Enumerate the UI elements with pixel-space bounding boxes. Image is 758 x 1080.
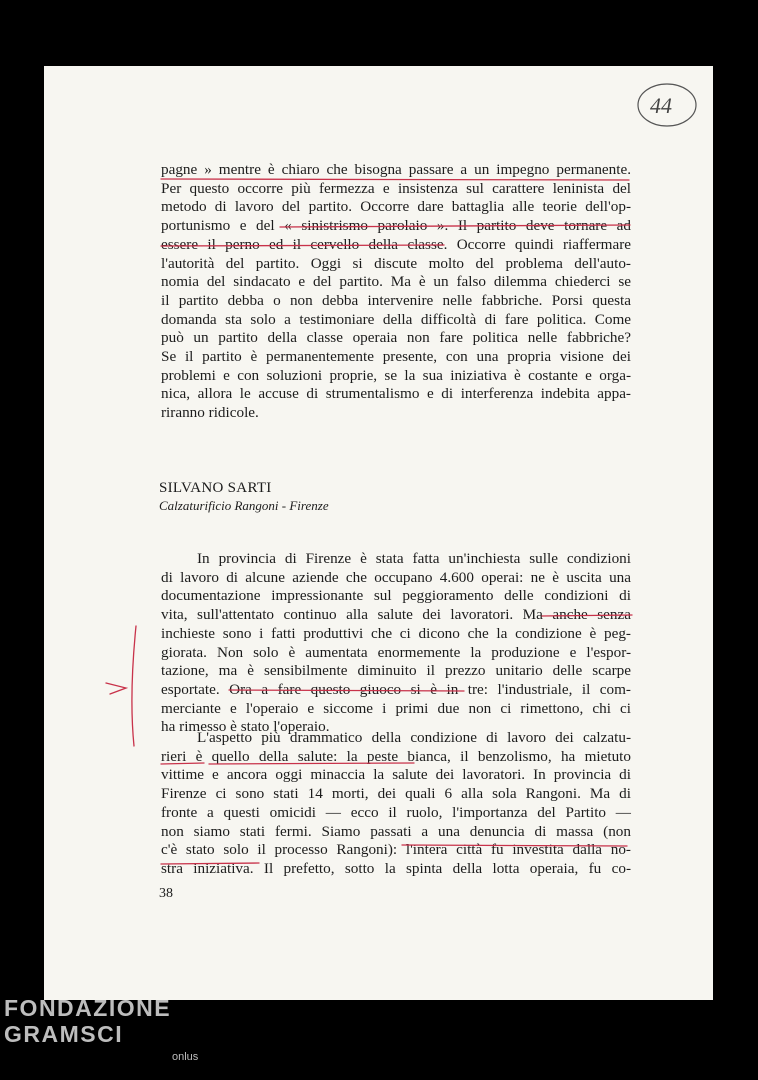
- text-line: documentazione impressionante sul peggioramento delle condizioni di: [161, 587, 631, 605]
- svg-text:44: 44: [650, 93, 672, 118]
- text-line: portunismo e del « sinistrismo parolaio ». Il partito deve tornare ad: [161, 217, 631, 235]
- speaker-name: SILVANO SARTI: [159, 480, 272, 496]
- text-line: ha rimesso è stato l'operaio.: [161, 718, 330, 736]
- fondazione-gramsci-watermark: [4, 995, 199, 1063]
- text-line: nica, allora le accuse di strumentalismo e di interferenza indebita appa-: [161, 385, 631, 403]
- text-line: stra iniziativa. Il prefetto, sotto la spinta della lotta operaia, fu co-: [161, 859, 631, 877]
- text-line: Se il partito è permanentemente presente, con una propria visione dei: [161, 348, 631, 366]
- text-line: vittime e ancora oggi minaccia la salute dei lavoratori. In provincia di: [161, 766, 631, 784]
- margin-bracket: [132, 626, 136, 746]
- paragraph-3: [161, 729, 631, 879]
- text-line: l'autorità del partito. Oggi si discute molto del problema dell'auto-: [161, 254, 631, 272]
- paragraph-2: [161, 550, 631, 737]
- watermark-line-1: FONDAZIONE: [4, 995, 172, 1021]
- text-line: vita, sull'attentato continuo alla salute dei lavoratori. Ma anche senza: [161, 606, 631, 624]
- text-line: Per questo occorre più fermezza e insistenza sul carattere leninista del: [161, 179, 631, 197]
- text-line: fronte a questi omicidi — ecco il ruolo, l'importanza del Partito —: [161, 803, 631, 821]
- page-number: 38: [159, 886, 173, 901]
- text-line: pagne » mentre è chiaro che bisogna passare a un impegno permanente.: [161, 161, 631, 178]
- text-line: inchieste sono i fatti produttivi che ci dicono che la condizione è peg-: [161, 624, 631, 642]
- text-line: esportate. Ora a fare questo giuoco si è in tre: l'industriale, il com-: [161, 680, 631, 698]
- handwritten-page-number: [636, 82, 698, 128]
- paragraph-1: [161, 161, 631, 423]
- text-line: tazione, ma è sensibilmente diminuito il prezzo unitario delle scarpe: [161, 662, 631, 680]
- text-line: non siamo stati fermi. Siamo passati a una denuncia di massa (non: [161, 822, 631, 840]
- text-line: In provincia di Firenze è stata fatta un'inchiesta sulle condizioni: [197, 550, 631, 567]
- text-line: domanda sta solo a testimoniare della difficoltà di fare politica. Come: [161, 310, 631, 328]
- speaker-affiliation: Calzaturificio Rangoni - Firenze: [159, 498, 329, 513]
- text-line: rieri è quello della salute: la peste bianca, il benzolismo, ha mietuto: [161, 747, 631, 765]
- text-line: Firenze ci sono stati 14 morti, dei quali 6 alla sola Rangoni. Ma di: [161, 785, 631, 803]
- text-line: c'è stato solo il processo Rangoni): l'intera città fu investita dalla no-: [161, 841, 631, 859]
- text-line: può un partito della classe operaia non fare politica nelle fabbriche?: [161, 329, 631, 347]
- text-line: riranno ridicole.: [161, 404, 259, 422]
- text-line: di lavoro di alcune aziende che occupano 4.600 operai: ne è uscita una: [161, 568, 631, 586]
- text-line: merciante e l'operaio e siccome i primi due non ci rimettono, chi ci: [161, 699, 631, 717]
- text-line: problemi e con soluzioni proprie, se la sua iniziativa è costante e orga-: [161, 366, 631, 384]
- text-line: giorata. Non solo è aumentata enormemente la produzione e l'espor-: [161, 643, 631, 661]
- text-line: metodo di lavoro del partito. Occorre dare battaglia alle teorie dell'op-: [161, 198, 631, 216]
- watermark-line-2: GRAMSCI: [4, 1021, 124, 1047]
- text-line: essere il perno ed il cervello della classe. Occorre quindi riaffermare: [161, 235, 631, 253]
- document-page: [44, 66, 713, 1000]
- text-line: L'aspetto più drammatico della condizione di lavoro dei calzatu-: [197, 729, 631, 746]
- text-line: il partito debba o non debba intervenire nelle fabbriche. Porsi questa: [161, 291, 631, 309]
- watermark-line-3: onlus: [172, 1051, 199, 1063]
- margin-arrow: [106, 683, 126, 694]
- text-line: nomia del sindacato e del partito. Ma è un falso dilemma chiederci se: [161, 273, 631, 291]
